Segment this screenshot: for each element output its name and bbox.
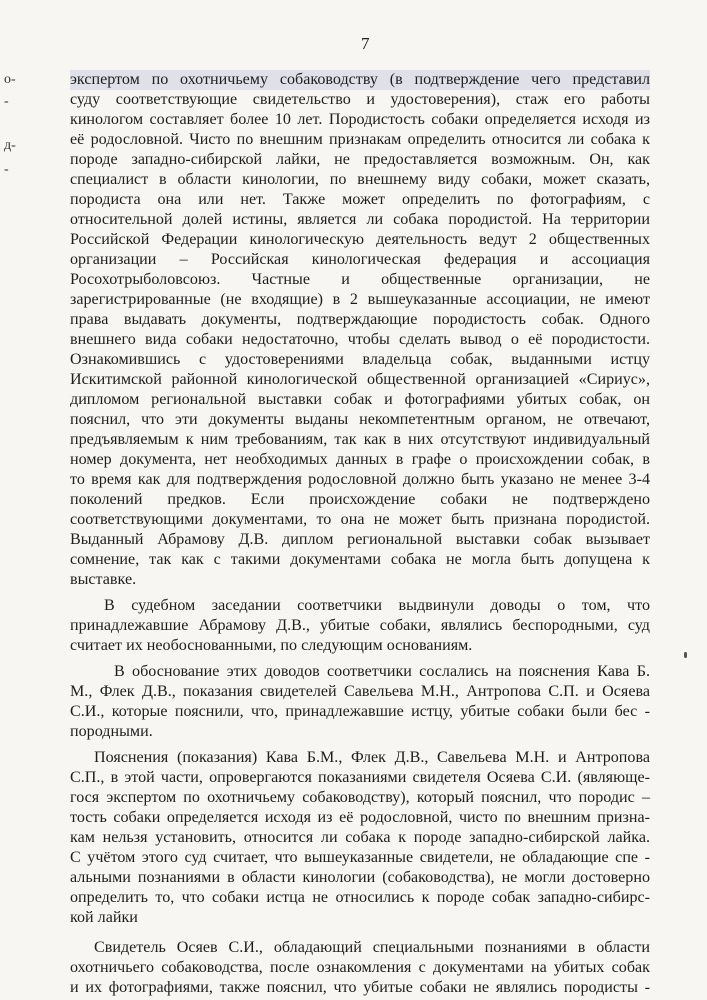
text-line: альными познаниями в области кинологии (собаководства), не могли достоверно	[70, 869, 650, 886]
text-line: организации – Российская кинологическая федерация и ассоциация	[70, 251, 650, 268]
text-line: Ознакомившись с удостоверениями владельца собак, выданными истцу	[70, 351, 650, 368]
paragraph-rebuttal	[70, 748, 650, 928]
text-line: специалист в области кинологии, по внешнему виду собаки, может сказать,	[70, 171, 650, 188]
text-line: кой лайки	[70, 909, 138, 926]
text-line: относительной долей истины, является ли собака породистой. На территории	[70, 211, 650, 228]
paragraph-witness-osyaev	[70, 938, 650, 998]
paragraph-defendants-arguments	[70, 596, 650, 656]
margin-fragment: о-	[4, 72, 16, 87]
text-line: её родословной. Чисто по внешним признакам определить относится ли собака к	[70, 131, 650, 148]
text-line: считает их необоснованными, по следующим основаниям.	[70, 637, 473, 654]
text-line: то время как для подтверждения родословной должно быть указано не менее 3-4	[70, 471, 650, 488]
paragraph-justification	[70, 662, 650, 742]
text-line: С.П., в этой части, опровергаются показаниями свидетеля Осяева С.И. (являюще-	[70, 769, 650, 786]
text-line: экспертом по охотничьему собаководству (в подтверждение чего представил	[70, 71, 650, 88]
margin-fragment: д-	[4, 138, 16, 153]
text-line: В обоснование этих доводов соответчики сослались на пояснения Кава Б.	[114, 663, 650, 680]
text-line: Искитимской районной кинологической общественной организацией «Сириус»,	[70, 371, 650, 388]
text-line: суду соответствующие свидетельство и удостоверения), стаж его работы	[70, 91, 650, 108]
text-line: кинологом составляет более 10 лет. Породистость собаки определяется исходя из	[70, 111, 650, 128]
text-line: внешнего вида собаки недостаточно, чтобы сделать вывод о её породистости.	[70, 331, 650, 348]
margin-fragment: -	[4, 94, 9, 109]
scan-smudge	[684, 652, 687, 658]
text-line: сомнение, так как с такими документами собака не могла быть допущена к	[70, 551, 650, 568]
text-line: породе западно-сибирской лайки, не предоставляется возможным. Он, как	[70, 151, 650, 168]
text-line: зарегистрированные (не входящие) в 2 вышеуказанные ассоциации, не имеют	[70, 291, 650, 308]
text-line: права выдавать документы, подтверждающие породистость собак. Одного	[70, 311, 650, 328]
paragraph-expert-testimony	[70, 70, 650, 590]
text-line: предъявляемым к ним требованиям, так как в них отсутствуют индивидуальный	[70, 431, 650, 448]
text-line: С.И., которые пояснили, что, принадлежавшие истцу, убитые собаки были бес -	[70, 703, 650, 720]
text-line: М., Флек Д.В., показания свидетелей Савельева М.Н., Антропова С.П. и Осяева	[70, 683, 650, 700]
text-line: выставке.	[70, 571, 137, 588]
text-line: пояснил, что эти документы выданы некомпетентным органом, не отвечают,	[70, 411, 650, 428]
text-line: поколений предков. Если происхождение собаки не подтверждено	[70, 491, 650, 508]
text-line: принадлежавшие Абрамову Д.В., убитые собаки, являлись беспородными, суд	[70, 617, 650, 634]
text-line: номер документа, нет необходимых данных в графе о происхождении собак, в	[70, 451, 650, 468]
text-line: и их фотографиями, также пояснил, что убитые собаки не являлись породисты -	[70, 979, 650, 996]
text-line: дипломом региональной выставки собак и фотографиями убитых собак, он	[70, 391, 650, 408]
text-line: соответствующими документами, то она не может быть признана породистой.	[70, 511, 650, 528]
text-line: Свидетель Осяев С.И., обладающий специальными познаниями в области	[94, 939, 650, 956]
text-line: тость собаки определяется исходя из её родословной, чисто по внешним призна-	[70, 809, 650, 826]
text-line: кам нельзя установить, относится ли собака к породе западно-сибирской лайка.	[70, 829, 650, 846]
text-line: С учётом этого суд считает, что вышеуказанные свидетели, не обладающие спе -	[70, 849, 650, 866]
text-line: Пояснения (показания) Кава Б.М., Флек Д.В., Савельева М.Н. и Антропова	[94, 749, 650, 766]
text-line: Росохотрыболовсоюз. Частные и общественные организации, не	[70, 271, 650, 288]
text-line: Выданный Абрамову Д.В. диплом региональной выставки собак вызывает	[70, 531, 650, 548]
text-line: породными.	[70, 723, 153, 740]
margin-fragment: -	[4, 162, 9, 177]
text-line: породиста она или нет. Также может определить по фотографиям, с	[70, 191, 650, 208]
text-line: Российской Федерации кинологическую деятельность ведут 2 общественных	[70, 231, 650, 248]
text-line: гося экспертом по охотничьему собаководству), который пояснил, что породис –	[70, 789, 650, 806]
text-line: В судебном заседании соответчики выдвинули доводы о том, что	[104, 597, 650, 614]
text-line: охотничьего собаководства, после ознакомления с документами на убитых собак	[70, 959, 650, 976]
document-body	[70, 70, 650, 998]
page-number: 7	[361, 34, 370, 53]
text-line: определить то, что собаки истца не относились к породе собак западно-сибирс-	[70, 889, 650, 906]
